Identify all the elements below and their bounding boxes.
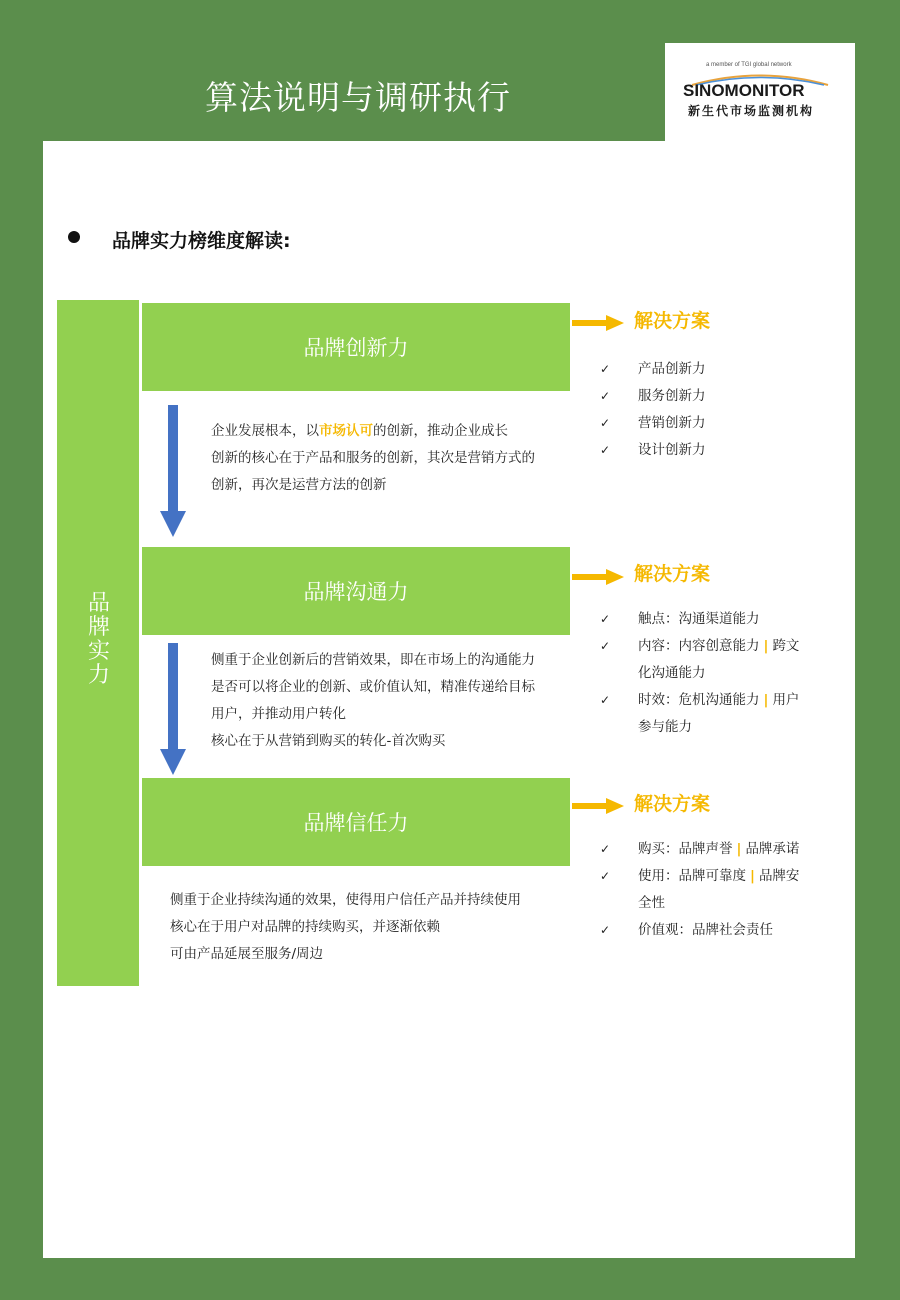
separator: | bbox=[750, 868, 755, 884]
separator: | bbox=[763, 692, 769, 708]
item-text: 购买：品牌声誉 bbox=[638, 841, 733, 857]
list-item bbox=[600, 836, 799, 863]
bullet-icon bbox=[68, 231, 80, 243]
down-arrow-icon bbox=[160, 405, 186, 537]
list-item bbox=[600, 606, 799, 633]
desc-highlight: 市场认可 bbox=[319, 423, 373, 439]
logo-name: SINOMONITOR bbox=[683, 81, 805, 100]
desc-line: 可由产品延展至服务/周边 bbox=[170, 946, 324, 962]
down-arrow-icon bbox=[160, 643, 186, 775]
check-icon: ✓ bbox=[600, 842, 611, 856]
dimension-box-communication: 品牌沟通力 bbox=[142, 547, 570, 635]
section-heading: 品牌实力榜维度解读: bbox=[112, 230, 291, 252]
separator: | bbox=[736, 841, 742, 857]
check-icon: ✓ bbox=[600, 869, 611, 883]
list-item bbox=[600, 687, 799, 714]
desc-line: 侧重于企业创新后的营销效果，即在市场上的沟通能力 bbox=[211, 652, 535, 668]
item-text: 营销创新力 bbox=[638, 415, 706, 431]
side-label: 品牌实力 bbox=[87, 591, 110, 688]
desc-line: 核心在于从营销到购买的转化-首次购买 bbox=[211, 733, 446, 749]
desc-text: 企业发展根本，以 bbox=[211, 423, 319, 439]
check-icon: ✓ bbox=[600, 416, 611, 430]
item-text: 价值观：品牌社会责任 bbox=[638, 922, 773, 938]
item-text: 设计创新力 bbox=[638, 442, 706, 458]
dimension-desc-innovation bbox=[211, 418, 535, 499]
right-arrow-icon bbox=[572, 569, 624, 585]
check-icon: ✓ bbox=[600, 639, 611, 653]
item-text: 跨文 bbox=[772, 638, 800, 654]
desc-line: 创新，再次是运营方法的创新 bbox=[211, 477, 387, 493]
dimension-desc-communication bbox=[211, 647, 535, 755]
list-item bbox=[600, 410, 706, 437]
solution-title: 解决方案 bbox=[634, 563, 711, 585]
item-continuation: 化沟通能力 bbox=[638, 665, 706, 681]
list-item bbox=[600, 383, 706, 410]
solution-list bbox=[600, 836, 799, 944]
dimension-box-trust: 品牌信任力 bbox=[142, 778, 570, 866]
check-icon: ✓ bbox=[600, 612, 611, 626]
solution-list bbox=[600, 606, 799, 741]
solution-title: 解决方案 bbox=[634, 310, 711, 332]
check-icon: ✓ bbox=[600, 443, 611, 457]
desc-line: 创新的核心在于产品和服务的创新，其次是营销方式的 bbox=[211, 450, 535, 466]
list-item bbox=[600, 356, 706, 383]
list-item bbox=[600, 917, 799, 944]
item-text: 触点：沟通渠道能力 bbox=[638, 611, 760, 627]
page-title: 算法说明与调研执行 bbox=[205, 78, 511, 117]
separator: | bbox=[763, 638, 769, 654]
list-item bbox=[600, 863, 799, 890]
check-icon: ✓ bbox=[600, 362, 611, 376]
item-continuation: 参与能力 bbox=[638, 719, 692, 735]
solution-list bbox=[600, 356, 706, 464]
item-text: 时效：危机沟通能力 bbox=[638, 692, 760, 708]
right-arrow-icon bbox=[572, 798, 624, 814]
check-icon: ✓ bbox=[600, 389, 611, 403]
item-text: 内容：内容创意能力 bbox=[638, 638, 760, 654]
dimension-box-innovation: 品牌创新力 bbox=[142, 303, 570, 391]
check-icon: ✓ bbox=[600, 923, 611, 937]
item-text: 服务创新力 bbox=[638, 388, 706, 404]
desc-line: 用户，并推动用户转化 bbox=[211, 706, 346, 722]
item-continuation: 全性 bbox=[638, 895, 665, 911]
desc-line: 是否可以将企业的创新、或价值认知，精准传递给目标 bbox=[211, 679, 535, 695]
item-text: 产品创新力 bbox=[638, 361, 706, 377]
dimension-desc-trust bbox=[170, 887, 521, 968]
desc-text: 的创新，推动企业成长 bbox=[373, 423, 508, 439]
right-arrow-icon bbox=[572, 315, 624, 331]
list-item bbox=[600, 633, 799, 660]
solution-title: 解决方案 bbox=[634, 793, 711, 815]
item-text: 用户 bbox=[772, 692, 800, 708]
logo-subtitle: 新生代市场监测机构 bbox=[688, 104, 815, 118]
desc-line: 核心在于用户对品牌的持续购买，并逐渐依赖 bbox=[170, 919, 440, 935]
desc-line: 侧重于企业持续沟通的效果，使得用户信任产品并持续使用 bbox=[170, 892, 521, 908]
logo-tagline: a member of TGI global network bbox=[706, 62, 792, 68]
check-icon: ✓ bbox=[600, 693, 611, 707]
item-text: 品牌承诺 bbox=[745, 841, 800, 857]
item-text: 品牌安 bbox=[758, 868, 800, 884]
item-text: 使用：品牌可靠度 bbox=[638, 868, 746, 884]
list-item bbox=[600, 437, 706, 464]
